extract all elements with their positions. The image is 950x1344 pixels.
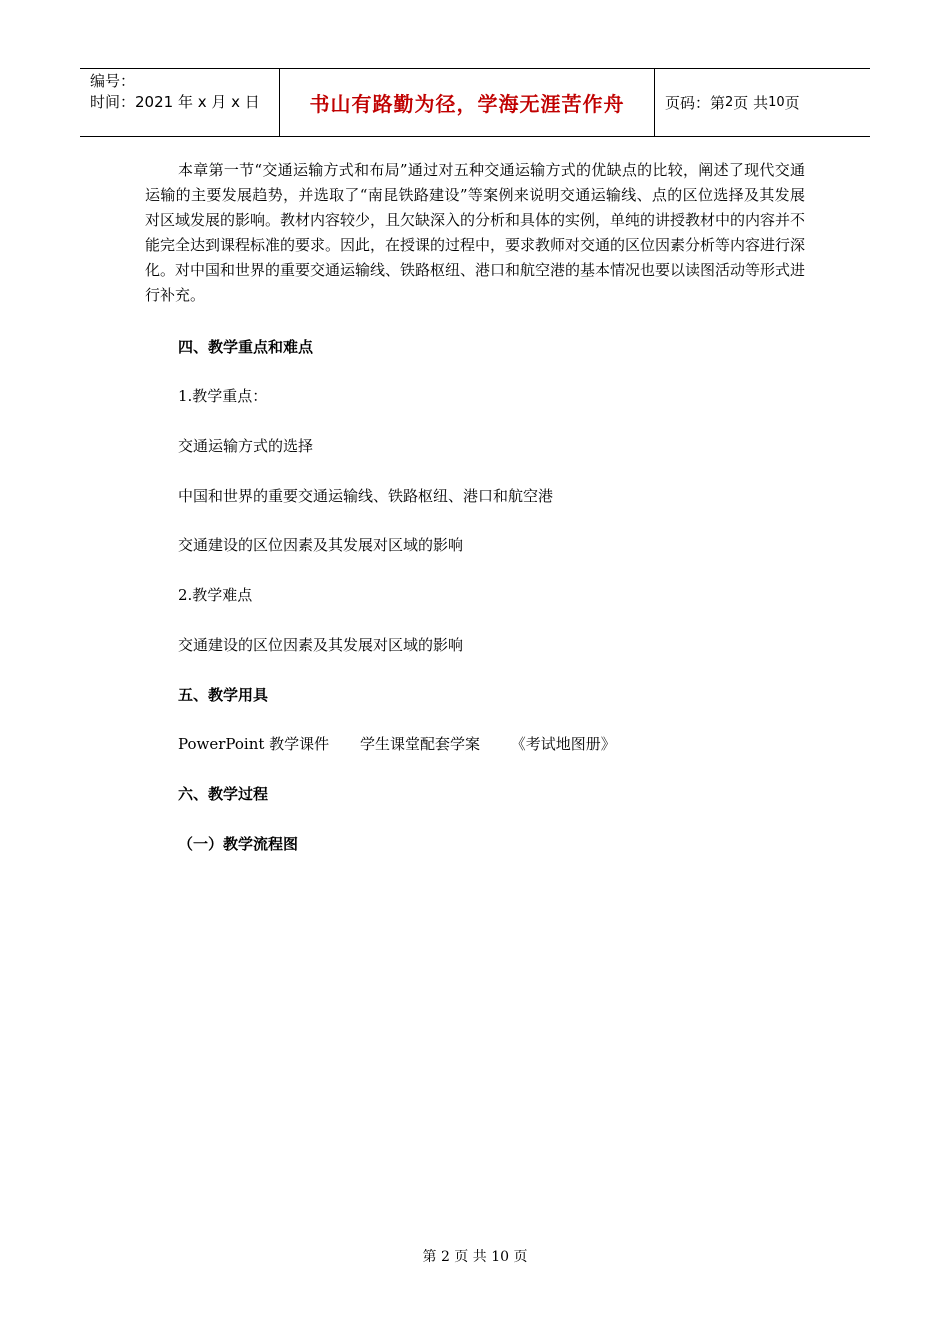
section-6-title: 六、教学过程: [178, 785, 269, 803]
section-4-title: 四、教学重点和难点: [178, 338, 314, 356]
main-content: [145, 158, 805, 308]
document-date: 时间：2021 年 x 月 x 日: [90, 93, 260, 111]
difficulties-label: 2.教学难点: [178, 586, 253, 604]
subsection-1-title: （一）教学流程图: [178, 835, 299, 853]
header-motto: 书山有路勤为径，学海无涯苦作舟: [280, 69, 655, 136]
page-total: 10: [768, 95, 785, 110]
teaching-tools: [178, 733, 642, 755]
tool-item: 《考试地图册》: [510, 735, 616, 753]
key-points-label: 1.教学重点：: [178, 387, 268, 405]
document-number-label: 编号：: [90, 72, 136, 90]
page-prefix: 页码：第: [665, 94, 726, 112]
tool-item: 学生课堂配套学案: [359, 735, 480, 753]
difficulty-item: 交通建设的区位因素及其发展对区域的影响: [178, 636, 464, 654]
page-footer: 第 2 页 共 10 页: [422, 1249, 528, 1265]
key-point-item: 中国和世界的重要交通运输线、铁路枢纽、港口和航空港: [178, 487, 554, 505]
section-5-title: 五、教学用具: [178, 686, 269, 704]
tool-item: PowerPoint 教学课件: [178, 735, 330, 753]
page-current: 2: [725, 95, 734, 110]
page-suffix: 页: [784, 94, 800, 112]
key-point-item: 交通建设的区位因素及其发展对区域的影响: [178, 536, 464, 554]
key-point-item: 交通运输方式的选择: [178, 437, 314, 455]
intro-paragraph: 本章第一节“交通运输方式和布局”通过对五种交通运输方式的优缺点的比较，阐述了现代交通运输的主要发展趋势，并选取了“南昆铁路建设”等案例来说明交通运输线、点的区位选择及其发展对区域发展的影响。教材内容较少，且欠缺深入的分析和具体的实例，单纯的讲授教材中的内容并不能完全达到课程标准的要求。因此，在授课的过程中，要求教师对交通的区位因素分析等内容进行深化。对中国和世界的重要交通运输线、铁路枢纽、港口和航空港的基本情况也要以读图活动等形式进行补充。: [145, 161, 806, 304]
header-meta: [80, 69, 280, 136]
page-mid: 页 共: [733, 94, 769, 112]
header-page-info: [655, 69, 870, 136]
page-header: [80, 68, 870, 137]
